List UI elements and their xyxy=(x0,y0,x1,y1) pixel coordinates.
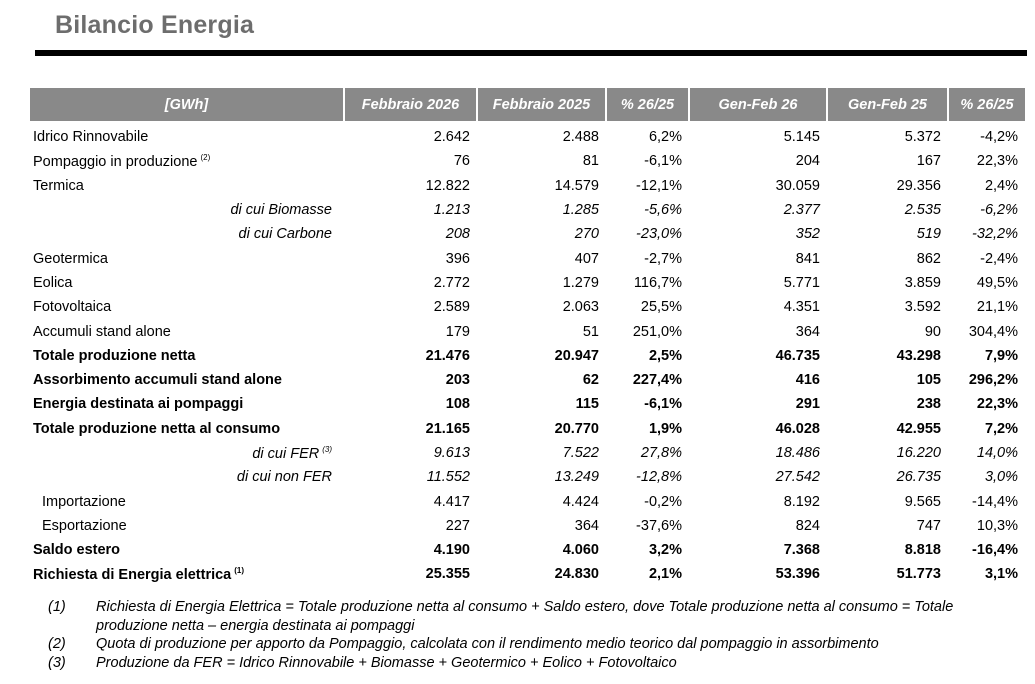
value-cell: 53.396 xyxy=(775,566,820,583)
row-label-cell xyxy=(30,344,344,368)
value-cell: 21.165 xyxy=(425,420,470,437)
footnote-mark: (3) xyxy=(48,654,66,671)
row-label: Richiesta di Energia elettrica xyxy=(33,566,232,583)
value-cell: 407 xyxy=(574,250,599,267)
value-cell: -37,6% xyxy=(636,517,682,534)
value-cell: -0,2% xyxy=(644,493,682,510)
value-cell: 108 xyxy=(445,396,470,413)
value-cell: 14.579 xyxy=(554,177,599,194)
row-label-cell xyxy=(30,465,344,489)
row-label-cell xyxy=(30,514,344,538)
value-cell: 46.735 xyxy=(775,347,820,364)
row-label: di cui FER xyxy=(252,445,320,462)
value-cell: 227 xyxy=(445,517,470,534)
row-label: Termica xyxy=(33,177,84,194)
value-cell: 46.028 xyxy=(775,420,820,437)
value-cell: -14,4% xyxy=(972,493,1018,510)
value-cell: 27,8% xyxy=(640,445,682,461)
header-ytd-previous: Gen-Feb 25 xyxy=(827,88,948,121)
value-cell: 167 xyxy=(916,153,941,170)
footnote xyxy=(48,654,1008,673)
value-cell: 51 xyxy=(582,323,599,340)
table-row xyxy=(30,344,1025,368)
footnote-text: Produzione da FER = Idrico Rinnovabile + Biomasse + Geotermico + Eolico + Fotovoltaico xyxy=(96,654,677,671)
value-cell: 21.476 xyxy=(425,347,470,364)
value-cell: -2,7% xyxy=(644,250,682,267)
value-cell: 11.552 xyxy=(426,469,470,486)
header-ytd-current: Gen-Feb 26 xyxy=(689,88,827,121)
title-rule xyxy=(35,50,1027,56)
value-cell: 3,1% xyxy=(984,566,1018,583)
row-label-cell xyxy=(30,392,344,416)
value-cell: 238 xyxy=(916,396,941,413)
value-cell: -12,8% xyxy=(636,469,682,486)
row-label: Assorbimento accumuli stand alone xyxy=(33,372,282,389)
value-cell: 9.613 xyxy=(433,445,470,461)
value-cell: 62 xyxy=(582,372,599,389)
row-label: Idrico Rinnovabile xyxy=(33,129,149,146)
table-row xyxy=(30,465,1025,489)
row-label: Eolica xyxy=(33,274,73,291)
row-label-cell xyxy=(30,368,344,392)
value-cell: 291 xyxy=(795,396,820,413)
value-cell: 5.145 xyxy=(783,129,820,146)
value-cell: 1.279 xyxy=(562,274,599,291)
footnote-ref: (1) xyxy=(234,565,245,575)
value-cell: 4.351 xyxy=(783,299,820,316)
value-cell: 4.060 xyxy=(562,542,599,559)
table-row xyxy=(30,246,1025,270)
row-label-cell xyxy=(30,417,344,441)
value-cell: -6,2% xyxy=(980,202,1018,219)
table-row xyxy=(30,562,1025,586)
table-row xyxy=(30,271,1025,295)
value-cell: 9.565 xyxy=(904,493,941,510)
row-label: di cui Carbone xyxy=(238,226,332,243)
value-cell: 29.356 xyxy=(896,177,941,194)
value-cell: 18.486 xyxy=(775,445,820,461)
value-cell: -6,1% xyxy=(644,396,682,413)
page-title: Bilancio Energia xyxy=(55,11,255,39)
row-label-cell xyxy=(30,538,344,562)
footnotes xyxy=(48,598,1008,672)
row-label-cell xyxy=(30,125,344,149)
row-label-cell xyxy=(30,489,344,513)
value-cell: 203 xyxy=(445,372,470,389)
row-label: Esportazione xyxy=(42,517,127,534)
value-cell: 3,0% xyxy=(984,469,1018,486)
header-month-previous: Febbraio 2025 xyxy=(477,88,606,121)
value-cell: 2,4% xyxy=(984,177,1018,194)
row-label: Importazione xyxy=(42,493,126,510)
energy-balance-table xyxy=(30,88,1025,587)
value-cell: 5.372 xyxy=(904,129,941,146)
footnote-mark: (1) xyxy=(48,599,66,615)
value-cell: 21,1% xyxy=(976,299,1018,316)
row-label-cell xyxy=(30,295,344,319)
table-row xyxy=(30,198,1025,222)
value-cell: 251,0% xyxy=(632,323,682,340)
value-cell: 352 xyxy=(795,226,820,243)
value-cell: 862 xyxy=(916,250,941,267)
value-cell: 2.642 xyxy=(433,129,470,146)
value-cell: 22,3% xyxy=(976,396,1018,413)
value-cell: 841 xyxy=(795,250,820,267)
value-cell: 7,2% xyxy=(984,420,1018,437)
row-label-cell xyxy=(30,149,344,173)
row-label-cell xyxy=(30,441,344,465)
value-cell: 396 xyxy=(445,250,470,267)
value-cell: 4.424 xyxy=(562,493,599,510)
value-cell: 116,7% xyxy=(633,274,682,291)
row-label-cell xyxy=(30,319,344,343)
value-cell: 49,5% xyxy=(976,274,1018,291)
footnote-ref: (3) xyxy=(322,444,332,454)
value-cell: -2,4% xyxy=(980,250,1018,267)
table-row xyxy=(30,489,1025,513)
value-cell: 4.417 xyxy=(433,493,470,510)
value-cell: 747 xyxy=(916,517,941,534)
value-cell: 2.063 xyxy=(562,299,599,316)
value-cell: 2,1% xyxy=(648,566,682,583)
table-row xyxy=(30,392,1025,416)
row-label: di cui non FER xyxy=(236,469,332,486)
row-label-cell xyxy=(30,562,344,586)
table-row xyxy=(30,514,1025,538)
value-cell: 519 xyxy=(916,226,941,243)
value-cell: 25.355 xyxy=(425,566,470,583)
value-cell: 20.947 xyxy=(554,347,599,364)
footnote xyxy=(48,635,1008,654)
value-cell: 30.059 xyxy=(775,177,820,194)
row-label: Saldo estero xyxy=(33,542,121,559)
value-cell: 2.535 xyxy=(904,202,941,219)
value-cell: 364 xyxy=(795,323,820,340)
value-cell: 3.592 xyxy=(904,299,941,316)
table-row xyxy=(30,222,1025,246)
value-cell: 296,2% xyxy=(968,372,1018,389)
row-label: Accumuli stand alone xyxy=(33,323,171,340)
value-cell: 7.368 xyxy=(783,542,820,559)
table-row xyxy=(30,538,1025,562)
footnote-mark: (2) xyxy=(48,636,66,652)
value-cell: 13.249 xyxy=(554,469,599,486)
value-cell: 20.770 xyxy=(554,420,599,437)
footnote-ref: (2) xyxy=(200,152,211,162)
table-row xyxy=(30,441,1025,465)
value-cell: 2.488 xyxy=(562,129,599,146)
value-cell: 2.772 xyxy=(433,274,470,291)
value-cell: -12,1% xyxy=(636,177,682,194)
value-cell: 364 xyxy=(574,517,599,534)
footnote-text: Richiesta di Energia Elettrica = Totale produzione netta al consumo + Saldo estero, dove Totale produzione netta al consumo = Totale produzione netta – energia destinata ai pompaggi xyxy=(96,599,954,634)
value-cell: 10,3% xyxy=(976,517,1018,534)
table-row xyxy=(30,174,1025,198)
value-cell: 179 xyxy=(445,323,470,340)
value-cell: 26.735 xyxy=(896,469,941,486)
value-cell: 115 xyxy=(575,396,599,413)
value-cell: 416 xyxy=(795,372,820,389)
value-cell: 27.542 xyxy=(775,469,820,486)
value-cell: 3,2% xyxy=(648,542,682,559)
value-cell: 227,4% xyxy=(632,372,682,389)
value-cell: 22,3% xyxy=(976,153,1018,170)
table-row xyxy=(30,368,1025,392)
value-cell: 270 xyxy=(574,226,599,243)
value-cell: 1,9% xyxy=(648,420,682,437)
value-cell: 6,2% xyxy=(648,129,682,146)
value-cell: 208 xyxy=(445,226,470,243)
value-cell: 81 xyxy=(582,153,599,170)
row-label: Totale produzione netta al consumo xyxy=(33,420,281,437)
row-label: Totale produzione netta xyxy=(33,347,196,364)
value-cell: 2.377 xyxy=(783,202,820,219)
table-row xyxy=(30,125,1025,149)
value-cell: -23,0% xyxy=(636,226,682,243)
footnote-text: Quota di produzione per apporto da Pompaggio, calcolata con il rendimento medio teorico dal pompaggio in assorbimento xyxy=(96,636,879,652)
row-label: di cui Biomasse xyxy=(230,202,332,219)
row-label: Energia destinata ai pompaggi xyxy=(33,396,244,413)
value-cell: 16.220 xyxy=(896,445,941,461)
table-row xyxy=(30,417,1025,441)
value-cell: 4.190 xyxy=(433,542,470,559)
value-cell: 51.773 xyxy=(896,566,941,583)
value-cell: 8.192 xyxy=(783,493,820,510)
row-label: Pompaggio in produzione xyxy=(33,153,198,170)
value-cell: 7.522 xyxy=(562,445,599,461)
value-cell: 12.822 xyxy=(425,177,470,194)
value-cell: 90 xyxy=(924,323,941,340)
table-row xyxy=(30,295,1025,319)
value-cell: -6,1% xyxy=(644,153,682,170)
header-unit: [GWh] xyxy=(30,88,344,121)
value-cell: 105 xyxy=(916,372,941,389)
value-cell: 3.859 xyxy=(904,274,941,291)
value-cell: 25,5% xyxy=(640,299,682,316)
value-cell: 2,5% xyxy=(648,347,682,364)
value-cell: 1.285 xyxy=(562,202,599,219)
value-cell: -4,2% xyxy=(980,129,1018,146)
value-cell: 1.213 xyxy=(433,202,470,219)
value-cell: 824 xyxy=(795,517,820,534)
value-cell: -5,6% xyxy=(644,202,682,219)
footnote xyxy=(48,598,1008,635)
header-ytd-change: % 26/25 xyxy=(948,88,1025,121)
table-row xyxy=(30,149,1025,173)
row-label-cell xyxy=(30,271,344,295)
value-cell: 24.830 xyxy=(554,566,599,583)
row-label-cell xyxy=(30,174,344,198)
value-cell: 14,0% xyxy=(976,445,1018,461)
value-cell: 76 xyxy=(453,153,470,170)
value-cell: 304,4% xyxy=(968,323,1018,340)
header-month-change: % 26/25 xyxy=(606,88,689,121)
row-label-cell xyxy=(30,246,344,270)
row-label: Fotovoltaica xyxy=(33,299,112,316)
value-cell: 7,9% xyxy=(984,347,1018,364)
value-cell: 5.771 xyxy=(783,274,820,291)
value-cell: 8.818 xyxy=(904,542,941,559)
value-cell: 43.298 xyxy=(896,347,941,364)
value-cell: 2.589 xyxy=(433,299,470,316)
value-cell: -16,4% xyxy=(972,542,1018,559)
value-cell: 204 xyxy=(795,153,820,170)
row-label-cell xyxy=(30,198,344,222)
value-cell: -32,2% xyxy=(972,226,1018,243)
table-header-row xyxy=(30,88,1025,121)
table-row xyxy=(30,319,1025,343)
row-label: Geotermica xyxy=(33,250,108,267)
header-month-current: Febbraio 2026 xyxy=(344,88,477,121)
value-cell: 42.955 xyxy=(896,420,941,437)
row-label-cell xyxy=(30,222,344,246)
